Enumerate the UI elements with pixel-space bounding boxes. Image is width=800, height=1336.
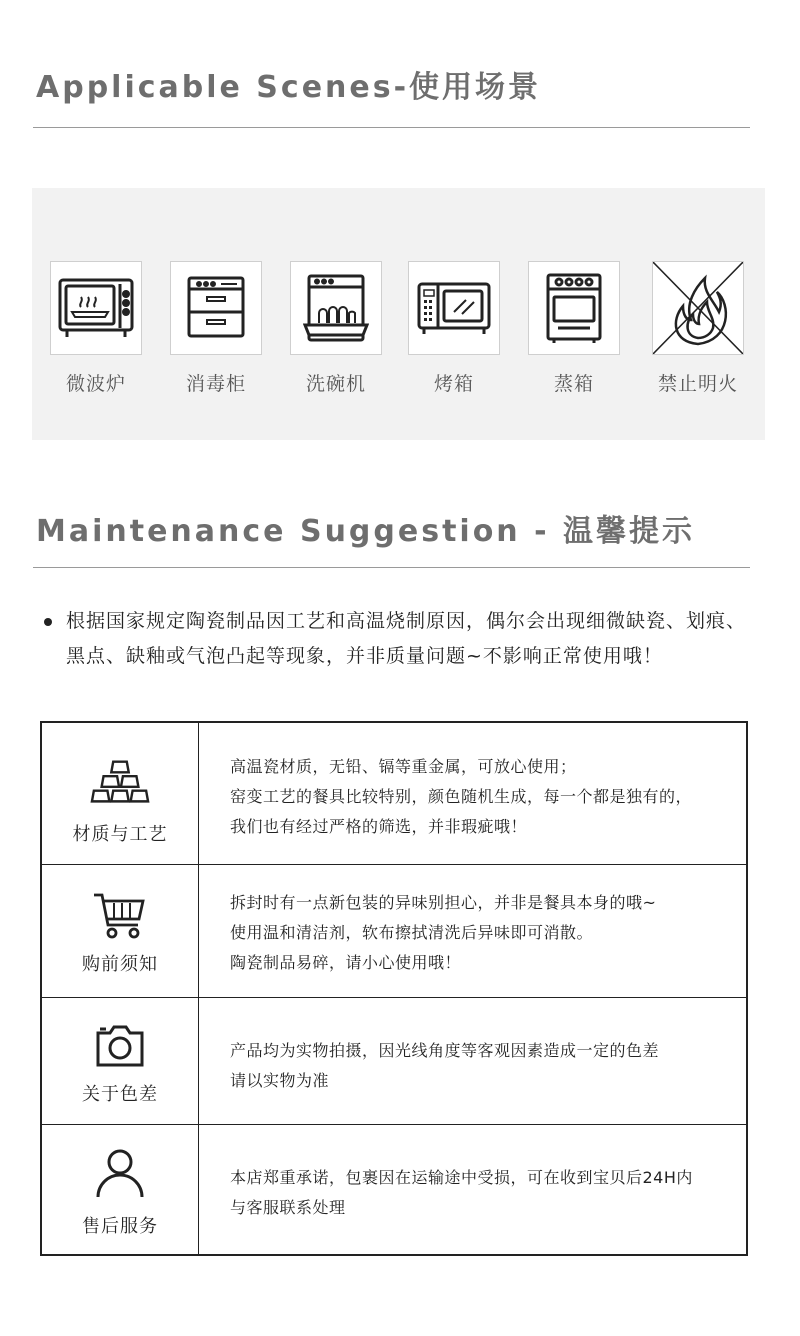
scene-label: 蒸箱 <box>553 373 594 395</box>
row-header <box>42 865 199 997</box>
row-title: 材质与工艺 <box>72 824 168 845</box>
dishwasher-icon <box>290 261 382 355</box>
row-content <box>230 752 738 842</box>
microwave-icon <box>408 261 500 355</box>
row-title: 售后服务 <box>82 1216 158 1237</box>
row-line: 与客服联系处理 <box>230 1198 346 1217</box>
scene-microwave-oven <box>48 261 144 396</box>
scenes-divider <box>33 127 750 128</box>
maintenance-note-text: 根据国家规定陶瓷制品因工艺和高温烧制原因，偶尔会出现细微缺瓷、划痕、黑点、缺釉或气泡凸起等现象，并非质量问题~不影响正常使用哦！ <box>66 610 747 667</box>
maintenance-title: Maintenance Suggestion - 温馨提示 <box>36 514 696 549</box>
row-line: 高温瓷材质，无铅、镉等重金属，可放心使用； <box>230 757 577 776</box>
row-line: 使用温和清洁剂，软布擦拭清洗后异味即可消散。 <box>230 923 594 942</box>
row-line: 陶瓷制品易碎，请小心使用哦！ <box>230 953 462 972</box>
scene-label: 烤箱 <box>433 373 474 395</box>
row-content <box>230 1163 738 1223</box>
row-header <box>42 998 199 1124</box>
maintenance-divider <box>33 567 750 568</box>
table-row <box>42 998 746 1125</box>
bullet-icon <box>44 618 52 626</box>
no-open-flame-icon <box>652 261 744 355</box>
scene-label: 消毒柜 <box>185 373 246 395</box>
row-title: 购前须知 <box>82 954 158 975</box>
row-line: 产品均为实物拍摄，因光线角度等客观因素造成一定的色差 <box>230 1041 660 1060</box>
row-header <box>42 723 199 864</box>
stove-oven-icon <box>528 261 620 355</box>
user-icon <box>90 1147 150 1199</box>
gold-bars-icon <box>90 757 150 809</box>
scene-steam-oven <box>526 261 622 396</box>
table-row <box>42 1125 746 1254</box>
scenes-title: Applicable Scenes-使用场景 <box>36 70 542 105</box>
row-line: 我们也有经过严格的筛选，并非瑕疵哦！ <box>230 817 528 836</box>
table-row <box>42 865 746 998</box>
row-content <box>230 1036 738 1096</box>
scene-label: 微波炉 <box>65 373 126 395</box>
shopping-cart-icon <box>90 891 150 943</box>
row-line: 请以实物为准 <box>230 1071 330 1090</box>
scene-dishwasher <box>288 261 384 396</box>
info-table <box>40 721 748 1256</box>
scene-label: 禁止明火 <box>657 373 738 395</box>
maintenance-note <box>44 604 764 674</box>
table-row <box>42 723 746 865</box>
disinfection-cabinet-icon <box>170 261 262 355</box>
row-line: 本店郑重承诺，包裹因在运输途中受损，可在收到宝贝后24H内 <box>230 1168 693 1187</box>
scenes-panel <box>32 188 765 440</box>
row-line: 拆封时有一点新包装的异味别担心，并非是餐具本身的哦~ <box>230 893 657 912</box>
row-header <box>42 1125 199 1254</box>
microwave-oven-icon <box>50 261 142 355</box>
scene-disinfection-cabinet <box>168 261 264 396</box>
camera-icon <box>90 1023 150 1075</box>
row-title: 关于色差 <box>82 1084 158 1105</box>
scene-no-open-flame <box>650 261 746 396</box>
row-content <box>230 888 738 978</box>
scene-oven <box>406 261 502 396</box>
row-line: 窑变工艺的餐具比较特别，颜色随机生成，每一个都是独有的， <box>230 787 693 806</box>
scene-label: 洗碗机 <box>305 373 366 395</box>
